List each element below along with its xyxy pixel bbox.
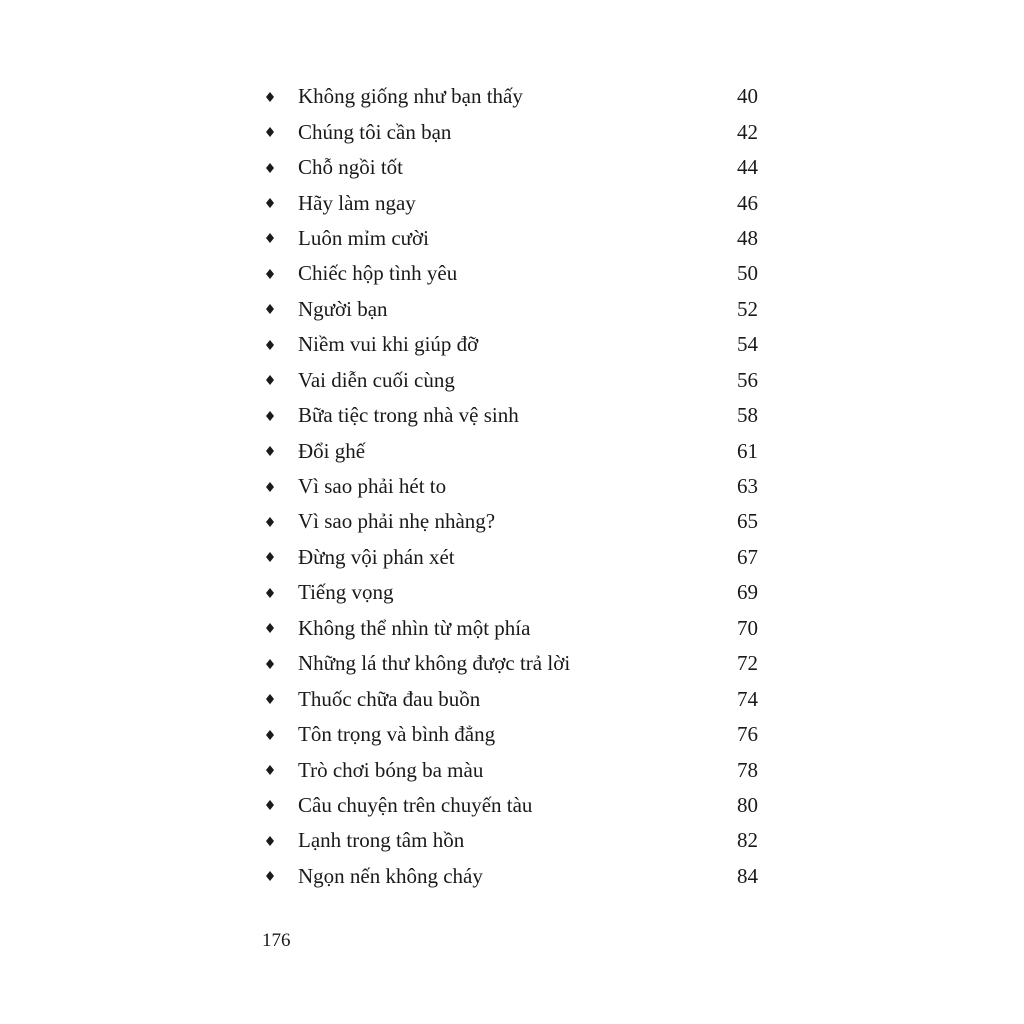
toc-entry (262, 79, 758, 114)
diamond-bullet-icon (262, 836, 298, 846)
diamond-bullet-icon (262, 588, 298, 598)
toc-entry (262, 681, 758, 716)
toc-entry-page: 54 (737, 332, 758, 357)
toc-entry-title: Những lá thư không được trả lời (298, 651, 571, 676)
diamond-bullet-icon (262, 871, 298, 881)
toc-entry (262, 504, 758, 539)
toc-entry (262, 788, 758, 823)
diamond-bullet-icon (262, 800, 298, 810)
toc-entry-title: Chúng tôi cần bạn (298, 119, 452, 144)
toc-entry-page: 44 (737, 155, 758, 180)
diamond-bullet-icon (262, 304, 298, 314)
toc-entry-title: Vì sao phải nhẹ nhàng? (298, 509, 496, 534)
toc-entry (262, 398, 758, 433)
toc-entry-title: Câu chuyện trên chuyến tàu (298, 792, 533, 817)
diamond-bullet-icon (262, 411, 298, 421)
toc-entry (262, 185, 758, 220)
toc-entry (262, 611, 758, 646)
toc-entry-page: 50 (737, 261, 758, 286)
toc-entry-title: Vì sao phải hét to (298, 474, 447, 499)
toc-entry (262, 823, 758, 858)
toc-entry-page: 42 (737, 119, 758, 144)
toc-entry-title: Không thể nhìn từ một phía (298, 615, 531, 640)
toc-entry-page: 46 (737, 190, 758, 215)
toc-entry-title: Hãy làm ngay (298, 190, 416, 215)
toc-entry-page: 76 (737, 722, 758, 747)
toc-entry-title: Chiếc hộp tình yêu (298, 261, 458, 286)
toc-entry (262, 150, 758, 185)
toc-entry-page: 84 (737, 863, 758, 888)
toc-entry-page: 69 (737, 580, 758, 605)
toc-entry-page: 58 (737, 403, 758, 428)
toc-entry-title: Đổi ghế (298, 438, 366, 463)
toc-entry-page: 80 (737, 792, 758, 817)
toc-entry (262, 221, 758, 256)
toc-entry-page: 78 (737, 757, 758, 782)
toc-entry (262, 469, 758, 504)
toc-entry-page: 72 (737, 651, 758, 676)
toc-entry-page: 82 (737, 828, 758, 853)
diamond-bullet-icon (262, 163, 298, 173)
toc-entry-page: 63 (737, 474, 758, 499)
page-number: 176 (262, 930, 291, 951)
toc-entry-page: 65 (737, 509, 758, 534)
diamond-bullet-icon (262, 552, 298, 562)
toc-entry-title: Trò chơi bóng ba màu (298, 757, 484, 782)
toc-entry (262, 859, 758, 894)
diamond-bullet-icon (262, 517, 298, 527)
toc-entry-page: 61 (737, 438, 758, 463)
toc-entry-title: Đừng vội phán xét (298, 544, 455, 569)
toc-entry-title: Vai diễn cuối cùng (298, 367, 455, 392)
toc-entry-title: Lạnh trong tâm hồn (298, 828, 465, 853)
toc-entry-title: Tiếng vọng (298, 580, 394, 605)
toc-entry-title: Luôn mỉm cười (298, 225, 429, 250)
toc-entry-page: 67 (737, 544, 758, 569)
toc-entry (262, 292, 758, 327)
diamond-bullet-icon (262, 730, 298, 740)
toc-entry (262, 327, 758, 362)
table-of-contents (262, 79, 758, 894)
diamond-bullet-icon (262, 623, 298, 633)
diamond-bullet-icon (262, 694, 298, 704)
diamond-bullet-icon (262, 765, 298, 775)
toc-entry (262, 717, 758, 752)
toc-entry-page: 74 (737, 686, 758, 711)
toc-entry-page: 52 (737, 296, 758, 321)
diamond-bullet-icon (262, 92, 298, 102)
toc-entry (262, 433, 758, 468)
toc-entry (262, 752, 758, 787)
toc-entry (262, 540, 758, 575)
diamond-bullet-icon (262, 446, 298, 456)
toc-entry-title: Thuốc chữa đau buồn (298, 686, 481, 711)
toc-entry-page: 56 (737, 367, 758, 392)
diamond-bullet-icon (262, 127, 298, 137)
diamond-bullet-icon (262, 269, 298, 279)
diamond-bullet-icon (262, 340, 298, 350)
toc-entry (262, 575, 758, 610)
toc-entry-title: Không giống như bạn thấy (298, 84, 523, 109)
diamond-bullet-icon (262, 659, 298, 669)
toc-entry (262, 363, 758, 398)
toc-entry-page: 40 (737, 84, 758, 109)
toc-entry-title: Người bạn (298, 296, 388, 321)
toc-entry-page: 70 (737, 615, 758, 640)
diamond-bullet-icon (262, 375, 298, 385)
toc-entry (262, 256, 758, 291)
toc-entry-page: 48 (737, 225, 758, 250)
toc-entry-title: Bữa tiệc trong nhà vệ sinh (298, 403, 519, 428)
toc-entry (262, 646, 758, 681)
toc-entry-title: Tôn trọng và bình đẳng (298, 722, 496, 747)
toc-entry-title: Ngọn nến không cháy (298, 863, 483, 888)
toc-entry-title: Niềm vui khi giúp đỡ (298, 332, 479, 357)
diamond-bullet-icon (262, 482, 298, 492)
diamond-bullet-icon (262, 198, 298, 208)
toc-entry-title: Chỗ ngồi tốt (298, 155, 404, 180)
diamond-bullet-icon (262, 233, 298, 243)
toc-entry (262, 114, 758, 149)
